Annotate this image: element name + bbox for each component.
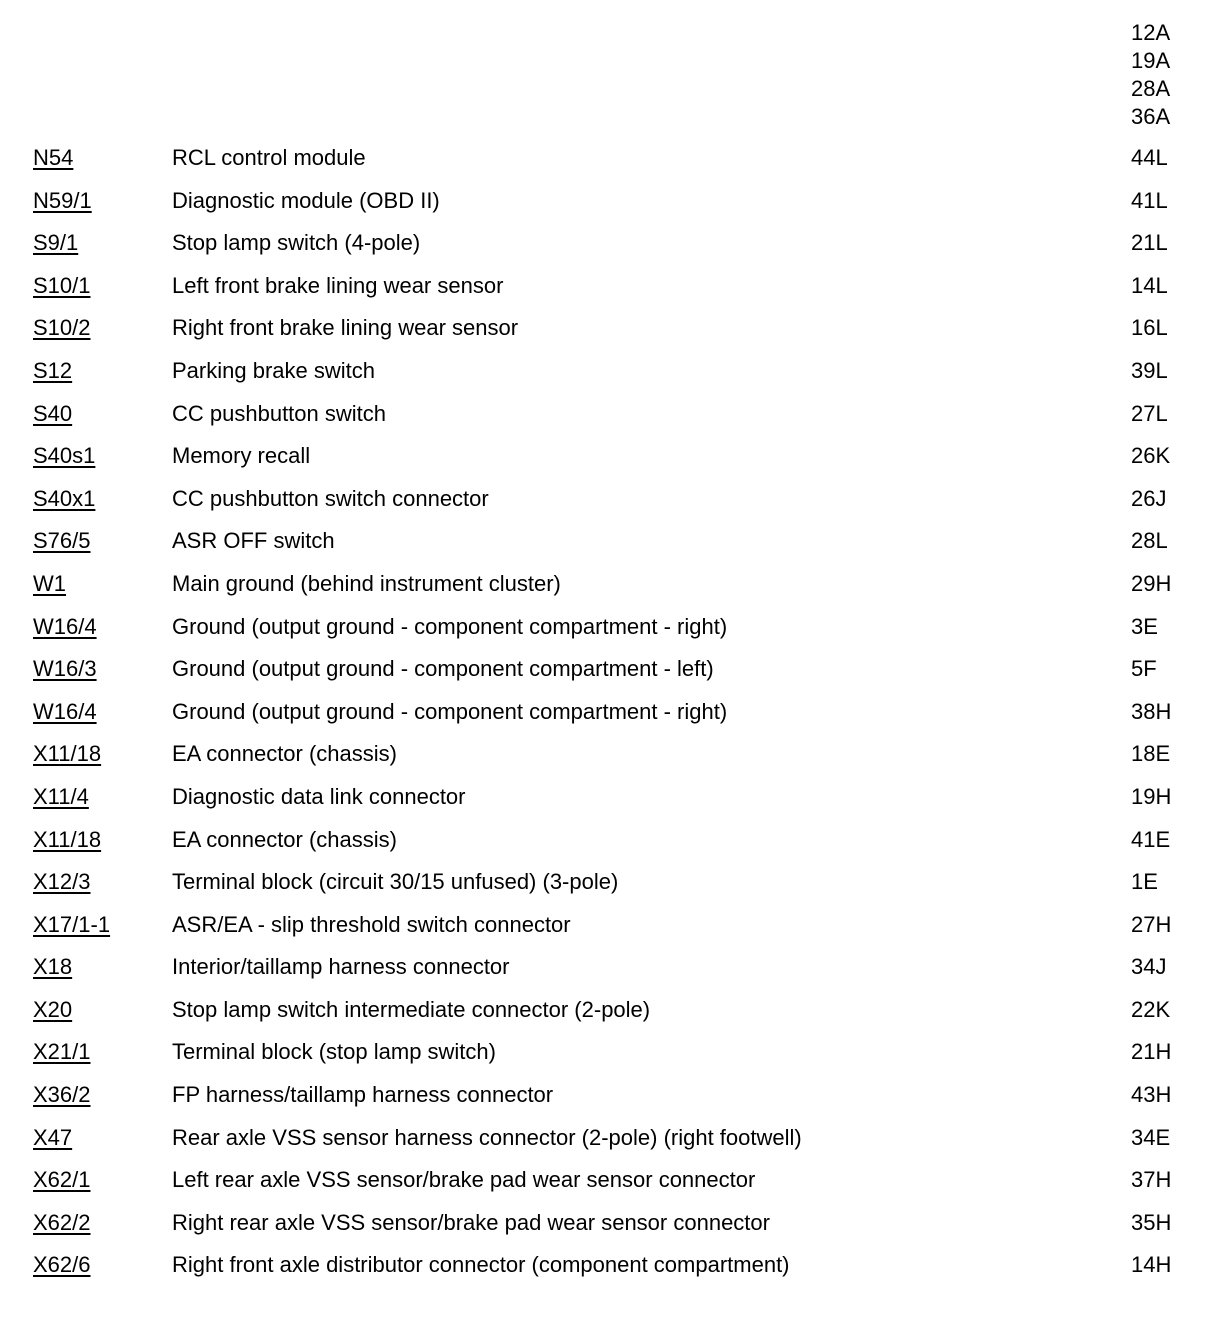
- grid-reference: 3E: [1131, 613, 1158, 639]
- component-code-link[interactable]: X20: [33, 996, 73, 1022]
- component-code-link[interactable]: W1: [33, 570, 66, 596]
- component-code-link[interactable]: W16/3: [33, 656, 97, 682]
- grid-reference: 41E: [1131, 826, 1171, 852]
- component-description: Right front axle distributor connector (component compartment): [172, 1252, 790, 1278]
- component-code-link[interactable]: W16/4: [33, 613, 97, 639]
- continued-grid-references: [1131, 19, 1170, 131]
- table-row: [0, 989, 1216, 1032]
- grid-reference: 21H: [1131, 1039, 1172, 1065]
- component-code-link[interactable]: X12/3: [33, 869, 91, 895]
- component-code-link[interactable]: X11/4: [33, 783, 89, 809]
- component-code-link[interactable]: X17/1-1: [33, 911, 111, 937]
- grid-reference: 41L: [1131, 187, 1168, 213]
- component-description: FP harness/taillamp harness connector: [172, 1082, 554, 1108]
- component-description: Ground (output ground - component compartment - right): [172, 698, 728, 724]
- component-description: Ground (output ground - component compartment - right): [172, 613, 728, 639]
- component-description: Left rear axle VSS sensor/brake pad wear sensor connector: [172, 1167, 756, 1193]
- grid-reference: 37H: [1131, 1167, 1172, 1193]
- table-row: [0, 350, 1216, 393]
- component-description: CC pushbutton switch connector: [172, 485, 489, 511]
- component-code-link[interactable]: X36/2: [33, 1082, 91, 1108]
- table-row: [0, 393, 1216, 436]
- component-description: CC pushbutton switch: [172, 400, 386, 426]
- component-description: Interior/taillamp harness connector: [172, 954, 510, 980]
- grid-reference: 19A: [1131, 48, 1171, 73]
- table-row: [0, 776, 1216, 819]
- grid-reference: 27H: [1131, 911, 1172, 937]
- component-code-link[interactable]: X11/18: [33, 826, 102, 852]
- grid-reference: 12A: [1131, 20, 1171, 45]
- grid-reference: 43H: [1131, 1082, 1172, 1108]
- table-row: [0, 1159, 1216, 1202]
- component-code-link[interactable]: X62/1: [33, 1167, 91, 1193]
- table-row: [0, 691, 1216, 734]
- table-row: [0, 1244, 1216, 1287]
- component-code-link[interactable]: X62/6: [33, 1252, 91, 1278]
- table-row: [0, 1074, 1216, 1117]
- component-description: EA connector (chassis): [172, 826, 397, 852]
- grid-reference: 26J: [1131, 485, 1167, 511]
- grid-reference: 21L: [1131, 230, 1168, 256]
- component-description: Terminal block (circuit 30/15 unfused) (3-pole): [172, 869, 619, 895]
- component-code-link[interactable]: S9/1: [33, 230, 79, 256]
- grid-reference: 29H: [1131, 570, 1172, 596]
- table-row: [0, 606, 1216, 649]
- component-index-table: [0, 137, 1216, 1287]
- component-code-link[interactable]: X62/2: [33, 1209, 91, 1235]
- grid-reference: 5F: [1131, 656, 1157, 682]
- component-description: Rear axle VSS sensor harness connector (2-pole) (right footwell): [172, 1124, 802, 1150]
- grid-reference: 34J: [1131, 954, 1167, 980]
- grid-reference: 19H: [1131, 783, 1172, 809]
- component-description: Ground (output ground - component compartment - left): [172, 656, 714, 682]
- component-code-link[interactable]: N54: [33, 145, 74, 170]
- component-description: Left front brake lining wear sensor: [172, 272, 504, 298]
- table-row: [0, 307, 1216, 350]
- component-code-link[interactable]: S40x1: [33, 485, 96, 511]
- table-row: [0, 137, 1216, 180]
- grid-reference: 1E: [1131, 869, 1158, 895]
- table-row: [0, 904, 1216, 947]
- table-row: [0, 520, 1216, 563]
- component-code-link[interactable]: X18: [33, 954, 73, 980]
- component-code-link[interactable]: X11/18: [33, 741, 102, 767]
- table-row: [0, 1117, 1216, 1160]
- component-description: ASR/EA - slip threshold switch connector: [172, 911, 571, 937]
- component-code-link[interactable]: X47: [33, 1124, 73, 1150]
- component-description: Parking brake switch: [172, 357, 375, 383]
- grid-reference: 28A: [1131, 76, 1171, 101]
- component-description: Terminal block (stop lamp switch): [172, 1039, 496, 1065]
- component-description: Diagnostic module (OBD II): [172, 187, 440, 213]
- grid-reference: 14L: [1131, 272, 1168, 298]
- component-description: Diagnostic data link connector: [172, 783, 466, 809]
- component-description: Right rear axle VSS sensor/brake pad wear sensor connector: [172, 1209, 770, 1235]
- grid-reference: 28L: [1131, 528, 1168, 554]
- component-code-link[interactable]: S40: [33, 400, 73, 426]
- component-description: Main ground (behind instrument cluster): [172, 570, 561, 596]
- component-code-link[interactable]: X21/1: [33, 1039, 91, 1065]
- component-description: EA connector (chassis): [172, 741, 397, 767]
- table-row: [0, 180, 1216, 223]
- table-row: [0, 563, 1216, 606]
- table-row: [0, 733, 1216, 776]
- grid-reference: 27L: [1131, 400, 1168, 426]
- component-code-link[interactable]: S40s1: [33, 443, 96, 469]
- component-code-link[interactable]: S76/5: [33, 528, 91, 554]
- grid-reference: 22K: [1131, 996, 1171, 1022]
- grid-reference: 14H: [1131, 1252, 1172, 1278]
- component-description: Stop lamp switch (4-pole): [172, 230, 421, 256]
- grid-reference: 39L: [1131, 357, 1168, 383]
- grid-reference: 26K: [1131, 443, 1171, 469]
- component-code-link[interactable]: S10/2: [33, 315, 91, 341]
- table-row: [0, 946, 1216, 989]
- grid-reference: 36A: [1131, 104, 1171, 129]
- component-description: ASR OFF switch: [172, 528, 335, 554]
- component-description: Right front brake lining wear sensor: [172, 315, 519, 341]
- table-row: [0, 435, 1216, 478]
- grid-reference: 34E: [1131, 1124, 1171, 1150]
- component-description: Memory recall: [172, 443, 311, 469]
- component-code-link[interactable]: N59/1: [33, 187, 92, 213]
- grid-reference: 35H: [1131, 1209, 1172, 1235]
- component-code-link[interactable]: S12: [33, 357, 73, 383]
- component-description: Stop lamp switch intermediate connector (2-pole): [172, 996, 651, 1022]
- table-row: [0, 1202, 1216, 1245]
- grid-reference: 18E: [1131, 741, 1171, 767]
- table-row: [0, 222, 1216, 265]
- table-row: [0, 265, 1216, 308]
- grid-reference: 44L: [1131, 145, 1168, 170]
- component-code-link[interactable]: S10/1: [33, 272, 91, 298]
- grid-reference: 38H: [1131, 698, 1172, 724]
- component-code-link[interactable]: W16/4: [33, 698, 97, 724]
- component-description: RCL control module: [172, 145, 366, 170]
- table-row: [0, 861, 1216, 904]
- table-row: [0, 648, 1216, 691]
- grid-reference: 16L: [1131, 315, 1168, 341]
- table-row: [0, 1031, 1216, 1074]
- table-row: [0, 819, 1216, 862]
- table-row: [0, 478, 1216, 521]
